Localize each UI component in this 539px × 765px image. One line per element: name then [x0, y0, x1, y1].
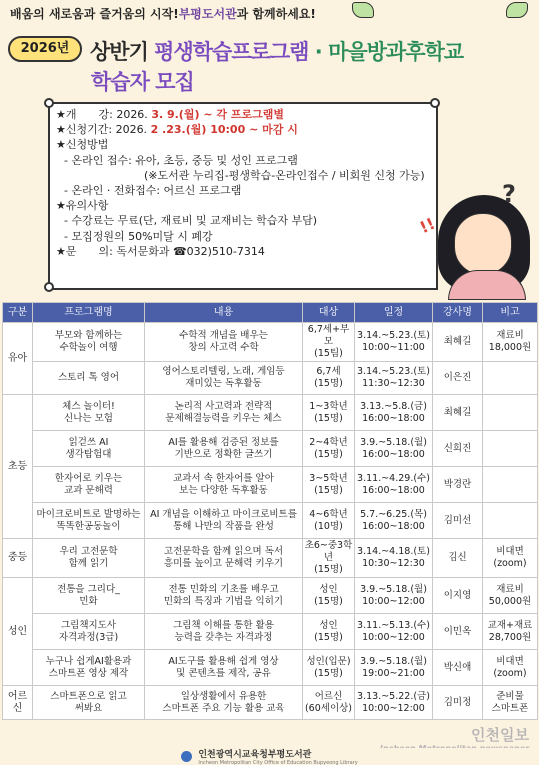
instructor-cell: 김미정 — [433, 686, 483, 720]
category-cell: 성인 — [3, 578, 33, 686]
schedule-cell: 3.13.~5.22.(금) 10:00~12:00 — [355, 686, 433, 720]
exclamation-icon: !! — [416, 213, 438, 238]
program-name-cell: 그림책지도사 자격과정(3급) — [33, 614, 145, 650]
schedule-cell: 3.11.~5.13.(수) 10:00~12:00 — [355, 614, 433, 650]
instructor-cell: 이은진 — [433, 362, 483, 395]
table-row — [3, 650, 538, 686]
program-name-cell: 읽걷쓰 AI 생각탐험대 — [33, 431, 145, 467]
target-cell: 어르신 (60세이상) — [303, 686, 355, 720]
target-cell: 1~3학년 (15명) — [303, 395, 355, 431]
header-category: 구분 — [3, 303, 33, 323]
info-period-label: ★신청기간: 2026. — [56, 123, 151, 137]
category-cell: 유아 — [3, 323, 33, 395]
content-cell: 일상생활에서 유용한 스마트폰 주요 기능 활용 교육 — [145, 686, 303, 720]
program-table — [2, 302, 538, 720]
banner-text-pre: 배움의 새로움과 즐거움의 시작! — [10, 6, 179, 21]
page-title — [90, 36, 463, 66]
content-cell: 교과서 속 한자어를 알아 보는 다양한 독후활동 — [145, 467, 303, 503]
library-logo-icon — [181, 751, 192, 762]
info-notes-title: ★유의사항 — [56, 199, 109, 213]
target-cell: 3~5학년 (15명) — [303, 467, 355, 503]
info-note-fee: - 수강료는 무료(단, 재료비 및 교재비는 학습자 부담) — [64, 214, 318, 228]
note-cell: 비대면 (zoom) — [483, 650, 538, 686]
target-cell: 6,7세 (15명) — [303, 362, 355, 395]
content-cell: 논리적 사고력과 전략적 문제해결능력을 키우는 체스 — [145, 395, 303, 431]
header-content: 내용 — [145, 303, 303, 323]
category-cell: 초등 — [3, 395, 33, 539]
header-instructor: 강사명 — [433, 303, 483, 323]
content-cell: AI도구를 활용해 쉽게 영상 및 콘텐츠를 제작, 공유 — [145, 650, 303, 686]
schedule-cell: 3.9.~5.18.(월) 19:00~21:00 — [355, 650, 433, 686]
footer-library-sub: Incheon Metropolitan City Office of Education Bupyeong Library — [198, 760, 358, 765]
target-cell: 4~6학년 (10명) — [303, 503, 355, 539]
program-name-cell: 한자어로 키우는 교과 문해력 — [33, 467, 145, 503]
table-row — [3, 362, 538, 395]
table-header-row — [3, 303, 538, 323]
schedule-cell: 3.14.~5.23.(토) 10:00~11:00 — [355, 323, 433, 362]
table-row — [3, 578, 538, 614]
schedule-cell: 3.14.~5.23.(토) 11:30~12:30 — [355, 362, 433, 395]
instructor-cell: 김신 — [433, 539, 483, 578]
target-cell: 성인 (15명) — [303, 614, 355, 650]
instructor-cell: 박신애 — [433, 650, 483, 686]
schedule-cell: 5.7.~6.25.(목) 16:00~18:00 — [355, 503, 433, 539]
info-method-title: ★신청방법 — [56, 138, 109, 152]
target-cell: 6,7세+부모 (15팀) — [303, 323, 355, 362]
info-method-online-note: (※도서관 누리집-평생학습-온라인접수 / 비회원 신청 가능) — [144, 168, 425, 182]
pin-icon — [44, 98, 54, 108]
info-start-label: ★개 강: 2026. — [56, 108, 152, 121]
content-cell: 영어스토리텔링, 노래, 게임등 재미있는 독후활동 — [145, 362, 303, 395]
note-cell — [483, 362, 538, 395]
target-cell: 2~4학년 (15명) — [303, 431, 355, 467]
banner-text-post: 과 함께하세요! — [236, 6, 316, 21]
year-badge: 2026년 — [8, 36, 82, 62]
note-cell — [483, 395, 538, 431]
question-mark-icon: ? — [502, 180, 516, 208]
info-method-phone: - 온라인 · 전화접수: 어르신 프로그램 — [64, 184, 242, 198]
table-row — [3, 503, 538, 539]
content-cell: AI 개념을 이해하고 마이크로비트를 통해 나만의 작품을 완성 — [145, 503, 303, 539]
info-method-online: - 온라인 접수: 유아, 초등, 중등 및 성인 프로그램 — [64, 153, 298, 167]
note-cell: 준비물 스마트폰 — [483, 686, 538, 720]
note-cell: 재료비 18,000원 — [483, 323, 538, 362]
table-row — [3, 467, 538, 503]
info-start — [56, 107, 436, 122]
program-name-cell: 전통을 그리다_ 민화 — [33, 578, 145, 614]
instructor-cell: 최혜길 — [433, 323, 483, 362]
info-list — [56, 107, 436, 259]
note-cell: 비대면 (zoom) — [483, 539, 538, 578]
schedule-cell: 3.13.~5.8.(금) 16:00~18:00 — [355, 395, 433, 431]
content-cell: 고전문학을 함께 읽으며 독서 흥미를 높이고 문해력 키우기 — [145, 539, 303, 578]
header-target: 대상 — [303, 303, 355, 323]
top-banner — [4, 2, 344, 24]
table-row — [3, 395, 538, 431]
leaf-icon — [506, 2, 528, 18]
table-row — [3, 431, 538, 467]
table-row — [3, 686, 538, 720]
target-cell: 성인 (15명) — [303, 578, 355, 614]
content-cell: 그림책 이해를 통한 활용 능력을 갖추는 자격과정 — [145, 614, 303, 650]
header-note: 비고 — [483, 303, 538, 323]
header-program: 프로그램명 — [33, 303, 145, 323]
info-note-cancel: - 모집정원의 50%미달 시 폐강 — [64, 229, 213, 243]
instructor-cell: 박경란 — [433, 467, 483, 503]
content-cell: 전통 민화의 기초를 배우고 민화의 특징과 기법을 익히기 — [145, 578, 303, 614]
note-cell — [483, 503, 538, 539]
program-name-cell: 누구나 쉽게AI활용과 스마트폰 영상 제작 — [33, 650, 145, 686]
content-cell: 수학적 개념을 배우는 창의 사고력 수학 — [145, 323, 303, 362]
instructor-cell: 최혜길 — [433, 395, 483, 431]
schedule-cell: 3.14.~4.18.(토) 10:30~12:30 — [355, 539, 433, 578]
note-cell: 재료비 50,000원 — [483, 578, 538, 614]
program-name-cell: 우리 고전문학 함께 읽기 — [33, 539, 145, 578]
girl-face-illustration — [454, 213, 512, 275]
table-row — [3, 539, 538, 578]
instructor-cell: 이민옥 — [433, 614, 483, 650]
note-cell — [483, 431, 538, 467]
footer-library-name: 인천광역시교육청부평도서관 — [198, 750, 312, 760]
instructor-cell: 이지영 — [433, 578, 483, 614]
program-name-cell: 마이크로비트로 발명하는 똑똑한공동놀이 — [33, 503, 145, 539]
footer — [0, 748, 539, 765]
schedule-cell: 3.11.~4.29.(수) 16:00~18:00 — [355, 467, 433, 503]
table-row — [3, 323, 538, 362]
pin-icon — [44, 282, 54, 292]
banner-library-name: 부평도서관 — [178, 6, 237, 21]
instructor-cell: 김미선 — [433, 503, 483, 539]
note-cell: 교재+재료 28,700원 — [483, 614, 538, 650]
info-start-value: 3. 9.(월) ~ 각 프로그램별 — [151, 108, 284, 121]
target-cell: 성인(입문) (15명) — [303, 650, 355, 686]
page-subtitle: 학습자 모집 — [91, 70, 194, 94]
content-cell: AI를 활용해 검증된 정보를 기반으로 정확한 글쓰기 — [145, 431, 303, 467]
category-cell: 어르신 — [3, 686, 33, 720]
title-part-village: · 마을방과후학교 — [308, 40, 464, 64]
instructor-cell: 신희진 — [433, 431, 483, 467]
schedule-cell: 3.9.~5.18.(월) 10:00~12:00 — [355, 578, 433, 614]
table-row — [3, 614, 538, 650]
header-schedule: 일정 — [355, 303, 433, 323]
target-cell: 초6~중3학년 (15명) — [303, 539, 355, 578]
program-name-cell: 체스 놀이터! 신나는 모험 — [33, 395, 145, 431]
program-name-cell: 스토리 톡 영어 — [33, 362, 145, 395]
program-name-cell: 스마트폰으로 읽고 써봐요 — [33, 686, 145, 720]
watermark-ko: 인천일보 — [471, 726, 529, 744]
leaf-icon — [352, 2, 374, 18]
note-cell — [483, 467, 538, 503]
program-name-cell: 부모와 함께하는 수학놀이 여행 — [33, 323, 145, 362]
info-period-value: 2 .23.(월) 10:00 ~ 마감 시 — [150, 123, 298, 137]
title-part-program: 평생학습프로그램 — [154, 40, 309, 64]
info-contact: ★문 의: 독서문화과 ☎032)510-7314 — [56, 244, 265, 258]
schedule-cell: 3.9.~5.18.(월) 16:00~18:00 — [355, 431, 433, 467]
title-part-season: 상반기 — [90, 40, 155, 64]
category-cell: 중등 — [3, 539, 33, 578]
info-period — [56, 122, 436, 137]
